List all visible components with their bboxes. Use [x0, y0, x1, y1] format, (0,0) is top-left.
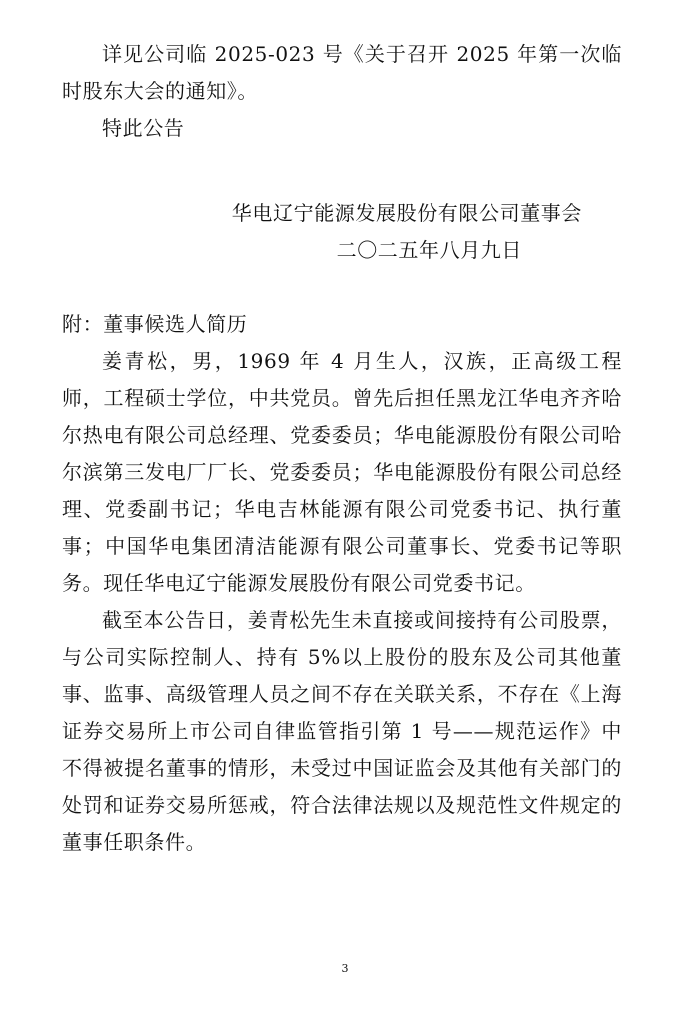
spacer: [62, 269, 622, 306]
signature-organization: 华电辽宁能源发展股份有限公司董事会: [231, 201, 582, 225]
intro-paragraph: 详见公司临 2025-023 号《关于召开 2025 年第一次临时股东大会的通知》。: [62, 42, 622, 103]
page-number: 3: [341, 962, 349, 975]
disclosure-paragraph: 截至本公告日，姜青松先生未直接或间接持有公司股票，与公司实际控制人、持有 5%以上股份的股东及公司其他董事、监事、高级管理人员之间不存在关联关系，不存在《上海证券交易所上市公司自律监管指引第 1 号——规范运作》中不得被提名董事的情形，未受过中国证监会及其他有关部门的处罚和证券交易所惩戒，符合法律法规以及规范性文件规定的董事任职条件。: [62, 608, 622, 854]
document-body: [62, 36, 622, 861]
appendix-title: 附：董事候选人简历: [62, 312, 248, 336]
bio-paragraph: 姜青松，男，1969 年 4 月生人，汉族，正高级工程师，工程硕士学位，中共党员。曾先后担任黑龙江华电齐齐哈尔热电有限公司总经理、党委委员；华电能源股份有限公司哈尔滨第三发电厂厂长、党委委员；华电能源股份有限公司总经理、党委副书记；华电吉林能源有限公司党委书记、执行董事；中国华电集团清洁能源有限公司董事长、党委书记等职务。现任华电辽宁能源发展股份有限公司党委书记。: [62, 349, 622, 595]
closing-text: 特此公告: [102, 116, 185, 140]
spacer: [62, 147, 622, 187]
signature-date: 二〇二五年八月九日: [336, 238, 522, 262]
